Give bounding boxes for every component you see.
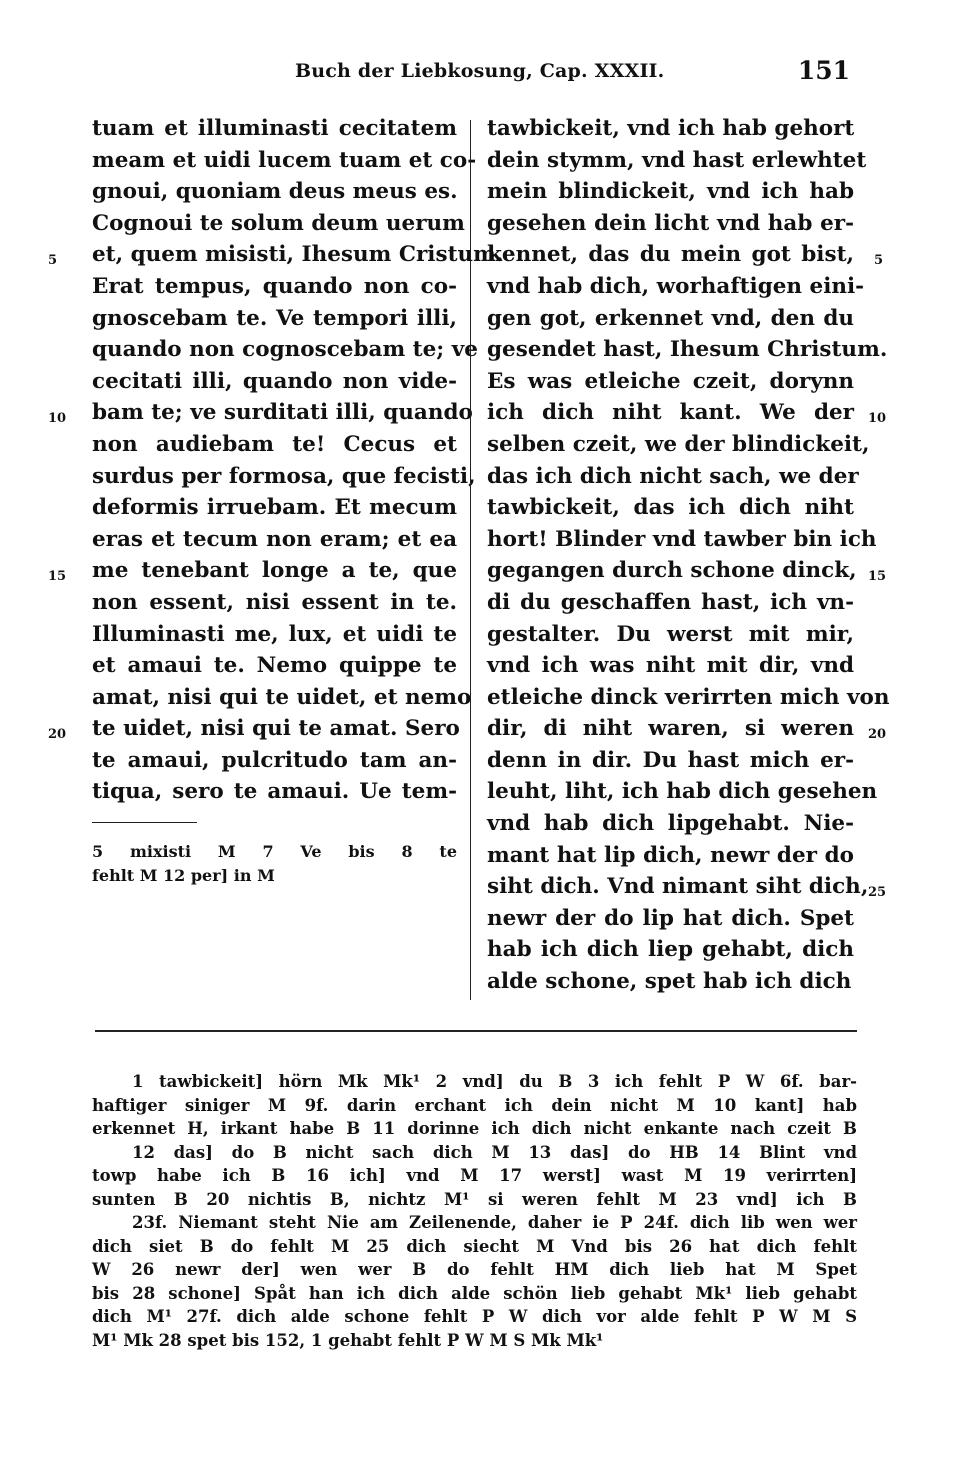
- german-line: hort! Blinder vnd tawber bin ich: [487, 526, 877, 552]
- german-line: vnd hab dich, worhaftigen eini-: [487, 273, 865, 299]
- german-line-number: 10: [868, 411, 887, 426]
- apparatus-line: towp habe ich B 16 ich] vnd M 17 werst] wast M 19 verirrten]: [92, 1166, 857, 1185]
- latin-column: [92, 113, 504, 808]
- german-line: alde schone, spet hab ich dich: [487, 969, 852, 995]
- german-line: ich dich niht kant. We der: [487, 400, 854, 426]
- german-line: gesehen dein licht vnd hab er-: [487, 210, 854, 236]
- latin-line: Erat tempus, quando non co-: [92, 273, 457, 299]
- latin-line: eras et tecum non eram; et ea: [92, 526, 457, 552]
- latin-line-number: 15: [48, 569, 67, 584]
- german-line: dir, di niht waren, si weren: [487, 716, 854, 742]
- apparatus-line: dich siet B do fehlt M 25 dich siecht M Vnd bis 26 hat dich fehlt: [92, 1236, 857, 1256]
- footnote-line: 5 mixisti M 7 Ve bis 8 te: [92, 842, 457, 861]
- german-line: etleiche dinck verirrten mich von: [487, 684, 890, 710]
- latin-line: deformis irruebam. Et mecum: [92, 495, 457, 521]
- apparatus-line: W 26 newr der] wen wer B do fehlt HM dich lieb hat M Spet: [92, 1260, 857, 1279]
- apparatus-line: 23f. Niemant steht Nie am Zeilenende, daher ie P 24f. dich lib wen wer: [132, 1213, 857, 1232]
- german-line: gegangen durch schone dinck,: [487, 558, 857, 584]
- latin-line: cecitati illi, quando non vide-: [92, 368, 457, 394]
- latin-line: gnoscebam te. Ve tempori illi,: [92, 305, 457, 331]
- apparatus-rule: [95, 1030, 857, 1032]
- latin-line: et amaui te. Nemo quippe te: [92, 653, 457, 679]
- latin-line-number: 5: [48, 253, 58, 268]
- german-line: das ich dich nicht sach, we der: [487, 463, 859, 489]
- german-line: hab ich dich liep gehabt, dich: [487, 937, 854, 963]
- apparatus-line: dich M¹ 27f. dich alde schone fehlt P W dich vor alde fehlt P W M S: [92, 1307, 857, 1326]
- page-number: 151: [797, 56, 850, 85]
- german-line: Es was etleiche czeit, dorynn: [487, 368, 854, 394]
- german-line: gen got, erkennet vnd, den du: [487, 305, 854, 331]
- latin-line: non essent, nisi essent in te.: [92, 589, 457, 615]
- german-line: mein blindickeit, vnd ich hab: [487, 179, 854, 205]
- german-line: vnd hab dich lipgehabt. Nie-: [487, 811, 854, 837]
- german-line: tawbickeit, das ich dich niht: [487, 495, 854, 521]
- latin-footnotes: [92, 840, 457, 888]
- german-line: mant hat lip dich, newr der do: [487, 842, 854, 868]
- apparatus-line: erkennet H, irkant habe B 11 dorinne ich dich nicht enkante nach czeit B: [92, 1119, 857, 1138]
- latin-line-number: 10: [48, 411, 67, 426]
- footnote-line: fehlt M 12 per] in M: [92, 866, 275, 885]
- german-line: di du geschaffen hast, ich vn-: [487, 589, 854, 615]
- running-title: Buch der Liebkosung, Cap. XXXII.: [295, 60, 665, 82]
- german-line: vnd ich was niht mit dir, vnd: [487, 653, 854, 679]
- latin-line: Cognoui te solum deum uerum: [92, 210, 465, 236]
- latin-line: te uidet, nisi qui te amat. Sero: [92, 716, 460, 742]
- german-line-number: 20: [868, 727, 887, 742]
- german-line-number: 25: [868, 885, 887, 900]
- latin-line: te amaui, pulcritudo tam an-: [92, 747, 457, 773]
- footnote-rule: [92, 822, 197, 823]
- latin-line: quando non cognoscebam te; ve: [92, 337, 478, 363]
- german-line: siht dich. Vnd nimant siht dich,: [487, 874, 869, 900]
- apparatus-line: 12 das] do B nicht sach dich M 13 das] do HB 14 Blint vnd: [132, 1142, 857, 1162]
- critical-apparatus: [92, 1070, 857, 1352]
- latin-line: tuam et illuminasti cecitatem: [92, 116, 457, 141]
- latin-line: surdus per formosa, que fecisti,: [92, 463, 476, 489]
- apparatus-line: M¹ Mk 28 spet bis 152, 1 gehabt fehlt P W M S Mk Mk¹: [92, 1330, 604, 1350]
- german-line-number: 5: [874, 253, 884, 268]
- german-line: gesendet hast, Ihesum Christum.: [487, 337, 888, 363]
- german-line: newr der do lip hat dich. Spet: [487, 905, 854, 931]
- column-divider: [470, 120, 471, 1000]
- apparatus-line: bis 28 schone] Spåt han ich dich alde schön lieb gehabt Mk¹ lieb gehabt: [92, 1283, 857, 1303]
- german-line: leuht, liht, ich hab dich gesehen: [487, 779, 878, 805]
- latin-line: gnoui, quoniam deus meus es.: [92, 179, 458, 205]
- german-line: gestalter. Du werst mit mir,: [487, 621, 854, 647]
- latin-line: me tenebant longe a te, que: [92, 558, 457, 584]
- latin-line: tiqua, sero te amaui. Ue tem-: [92, 779, 457, 805]
- page-header: [0, 56, 960, 96]
- german-line-number: 15: [868, 569, 887, 584]
- latin-line-number: 20: [48, 727, 67, 742]
- latin-line: non audiebam te! Cecus et: [92, 431, 457, 457]
- latin-line: meam et uidi lucem tuam et co-: [92, 147, 477, 173]
- latin-line: amat, nisi qui te uidet, et nemo: [92, 684, 472, 710]
- german-line: selben czeit, we der blindickeit,: [487, 431, 870, 457]
- german-line: dein stymm, vnd hast erlewhtet: [487, 147, 867, 173]
- latin-line: et, quem misisti, Ihesum Cristum.: [92, 242, 504, 268]
- german-line: kennet, das du mein got bist,: [487, 242, 854, 268]
- latin-line: bam te; ve surditati illi, quando: [92, 400, 473, 426]
- apparatus-line: haftiger siniger M 9f. darin erchant ich dein nicht M 10 kant] hab: [92, 1095, 857, 1115]
- apparatus-line: 1 tawbickeit] hörn Mk Mk¹ 2 vnd] du B 3 ich fehlt P W 6f. bar-: [132, 1072, 857, 1091]
- apparatus-line: sunten B 20 nichtis B, nichtz M¹ si weren fehlt M 23 vnd] ich B: [92, 1189, 857, 1209]
- latin-line: Illuminasti me, lux, et uidi te: [92, 621, 457, 647]
- german-line: denn in dir. Du hast mich er-: [487, 747, 854, 773]
- german-line: tawbickeit, vnd ich hab gehort: [487, 116, 855, 141]
